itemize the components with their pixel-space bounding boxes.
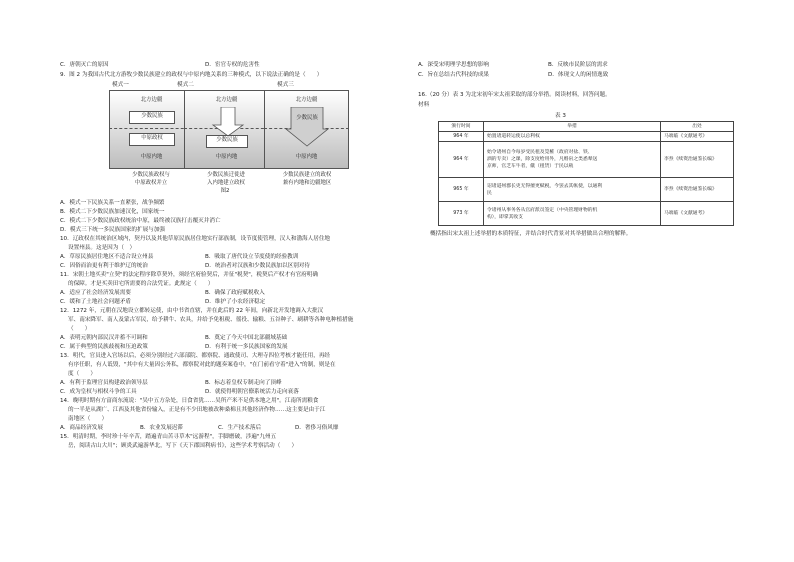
mode2-label: 模式二 bbox=[177, 82, 194, 88]
row-source: 马端临《文献通考》 bbox=[661, 132, 734, 142]
q8-option-c: C．唐朝灭亡的原因 bbox=[60, 62, 109, 68]
q16-stem: 16.（20 分）表 3 为北宋初年宋太祖采取的部分举措。阅读材料，回答问题。 bbox=[418, 92, 611, 98]
mode1-label: 模式一 bbox=[112, 82, 129, 88]
q12-stem-3: （ ） bbox=[68, 326, 91, 332]
mode1-north: 北方边疆 bbox=[140, 97, 163, 103]
q14-option-a: A．商品经济发展 bbox=[60, 425, 103, 431]
top-option-d: D．体现文人的闲情逸致 bbox=[548, 72, 609, 78]
q10-option-b: B．吸取了唐代设立节度使的经验教训 bbox=[205, 254, 299, 260]
col-header-measure: 举措 bbox=[484, 122, 661, 132]
measure-line: 民 bbox=[487, 190, 492, 196]
q13-option-b: B．标志着皇权专制走向了顶峰 bbox=[205, 380, 282, 386]
q13-stem-2: 有序任职，有人诋毁，"其中有大量因公务私，都察院对此的题奏案卷中，"在门前看守着"进入"的制，则是在 bbox=[68, 362, 336, 368]
top-option-a: A．深受宋明理学思想的影响 bbox=[418, 62, 489, 68]
q14-option-b: B．农业发展迟滞 bbox=[140, 425, 183, 431]
q10-stem-2: 设置州县。这是因为（ ） bbox=[68, 245, 136, 251]
q10-option-a: A．草原民族居住地区不适合设立州县 bbox=[60, 254, 154, 260]
measure-line: 令诸州从事务各从官府派员签定（中央管理财物的机 bbox=[487, 207, 598, 213]
mode1-caption-2: 中原政权并立 bbox=[134, 180, 168, 186]
measure-line: 始置诸道转运使以总利权 bbox=[487, 134, 540, 139]
mode3-caption-2: 兼有内地和边疆地区 bbox=[282, 180, 332, 186]
q11-stem-1: 11．宋朝土地买卖"立契"的法定程序除草契外，须经官府验契后，并征"税契"，税契后产权才有官府明确 bbox=[60, 272, 318, 278]
row-time: 964 年 bbox=[439, 142, 484, 178]
table-3 bbox=[438, 121, 734, 226]
measure-line: 始令诸州自今每岁受民租及筦榷（政府对盐、铁、 bbox=[487, 150, 593, 155]
row-source: 马端临《文献通考》 bbox=[661, 202, 734, 226]
mode2-caption-1: 少数民族迁徙进 bbox=[207, 172, 245, 178]
row-time: 965 年 bbox=[439, 178, 484, 202]
table-row bbox=[439, 178, 734, 202]
col-header-time: 颁行时间 bbox=[439, 122, 484, 132]
q14-stem-1: 14．晚明时期有方富商东流说："吴中五方杂处，日食省犹……吴所产米不足供本地之用"。江南所需粮食 bbox=[60, 398, 319, 404]
q14-stem-3: 南地区（ ） bbox=[68, 416, 108, 422]
measure-line: 诏诸道州郡长吏无得擅更赋税，今罢去其帐使，以通利 bbox=[487, 183, 603, 189]
row-measure bbox=[484, 142, 661, 178]
table-row bbox=[439, 202, 734, 226]
row-time: 964 年 bbox=[439, 132, 484, 142]
measure-line: 京师，官乏车牛者，僦（租赁）于民以载 bbox=[487, 164, 574, 169]
q11-stem-2: 的保障。才是买卖田宅所需要的合法凭证。此规定（ ） bbox=[68, 281, 214, 287]
q15-stem-2: 岳，阅读古山大川"；顾炎武遍游华北，写下《天下郡国利病书》，这些学术考察活动（ ） bbox=[68, 443, 298, 449]
row-time: 973 年 bbox=[439, 202, 484, 226]
mode1-caption-1: 少数民族政权与 bbox=[132, 172, 170, 178]
row-source: 李焘《续资治通鉴长编》 bbox=[661, 178, 734, 202]
q10-option-c: C．因俗而治更有利于维护辽的统治 bbox=[60, 263, 148, 269]
q13-stem-1: 13．明代，官员进入官场以后，必须分别经过六部部院、都察院、通政使司、大理寺四位考核才能任用，再经 bbox=[60, 353, 331, 359]
mode2-interior: 中原内地 bbox=[215, 154, 238, 160]
mode1-central: 中原政权 bbox=[141, 135, 163, 141]
figure-caption: 图2 bbox=[220, 188, 230, 194]
q10-stem-1: 10．辽政权在其统治区域内，契丹以及其他草原民族居住地实行部族制，设节度使管理，汉人和渤海人居住地 bbox=[60, 236, 331, 242]
mode2-north: 北方边疆 bbox=[215, 97, 238, 103]
q14-option-d: D．奢侈习俗风靡 bbox=[295, 425, 339, 431]
mode3-expansion-arrow-icon bbox=[285, 107, 329, 147]
q11-option-d: D．维护了小农经济稳定 bbox=[205, 299, 266, 305]
table-row bbox=[439, 142, 734, 178]
mode1-minority: 少数民族 bbox=[141, 113, 163, 119]
q13-option-d: D．就使得明朝官僚系统活力走向衰落 bbox=[205, 389, 299, 395]
q9-option-b: B．模式二下少数民族加速汉化，国家统一 bbox=[60, 209, 165, 215]
q9-option-a: A．模式一下民族关系一直紧张，战争频繁 bbox=[60, 200, 165, 206]
mode3-interior: 中原内地 bbox=[295, 154, 318, 160]
q9-option-c: C．模式二下少数民族政权统治中原，最终被汉族打击覆灭并消亡 bbox=[60, 218, 221, 224]
q12-stem-2: 军、南宋降军、南人及蒙古军民，给予耕牛、农具，并给予免租税、徭役、输粮、五谷种子、刷耕等各种电种植措施 bbox=[68, 317, 354, 323]
q14-stem-2: 的一半是从湖广、江西及其他省份输入，正是有不少田地被改种桑棉且其他经济作物……这主要是由于江 bbox=[68, 407, 326, 413]
measure-line: 构），即掌其收支 bbox=[487, 214, 523, 220]
mode3-north: 北方边疆 bbox=[295, 97, 318, 103]
q8-option-d: D．宦官专权的危害性 bbox=[205, 62, 260, 68]
q12-option-a: A．表明元朝内部民汉并蓄不可调和 bbox=[60, 335, 148, 341]
measure-line: 酒的专卖）之课，除支度给用外，凡缗帛之类悉辇送 bbox=[487, 157, 598, 162]
mode2-minority: 少数民族 bbox=[216, 137, 238, 143]
q12-stem-1: 12．1272 年，元朝在汉地设立都转运使，由中书省直辖，并在此后的 22 年间，向新北开发地调入大批汉 bbox=[60, 308, 324, 314]
mode1-border-line bbox=[109, 128, 194, 129]
mode3-minority: 少数民族 bbox=[296, 115, 318, 121]
mode3-label: 模式三 bbox=[277, 82, 294, 88]
q16-task: 概括指出宋太祖上述举措的本质特征，并结合时代背景对其举措做出合理的解释。 bbox=[430, 231, 632, 237]
table-row bbox=[439, 132, 734, 142]
q14-option-c: C．生产技术落后 bbox=[218, 425, 262, 431]
mode2-migration-arrow-icon bbox=[210, 107, 246, 137]
q12-option-b: B．奠定了今天中国北部疆域基础 bbox=[205, 335, 288, 341]
top-option-c: C．旨在总结古代科技的成果 bbox=[418, 72, 490, 78]
mode1-interior: 中原内地 bbox=[140, 154, 163, 160]
top-option-b: B．反映市民阶层的需求 bbox=[548, 62, 608, 68]
col-header-source: 出处 bbox=[661, 122, 734, 132]
table-header-row bbox=[439, 122, 734, 132]
mode3-caption-1: 少数民族建立的政权 bbox=[282, 172, 332, 178]
q9-stem: 9．图 2 为我国古代北方游牧少数民族建立的政权与中原内地关系的三种模式，以下说法正确的是（ ） bbox=[60, 72, 323, 78]
q13-option-c: C．成为皇权与相权斗争的工具 bbox=[60, 389, 137, 395]
q10-option-d: D．统治者对汉族和少数民族加以区别对待 bbox=[205, 263, 310, 269]
row-measure bbox=[484, 202, 661, 226]
material-label: 材料 bbox=[418, 102, 430, 108]
q12-option-d: D．有利于统一多民族国家的发展 bbox=[205, 344, 288, 350]
q15-stem-1: 15．明清时期，李时珍十年辛苦，踏遍青山苦寻草木"远游程"，手脚磨破，涉遍"九州五 bbox=[60, 434, 277, 440]
q13-stem-3: 度（ ） bbox=[68, 371, 96, 377]
table-title: 表 3 bbox=[555, 113, 566, 119]
q9-option-d: D．模式三下统一多民族国家的扩展与加强 bbox=[60, 227, 165, 233]
q13-option-a: A．有利于监理官员构建政治领导层 bbox=[60, 380, 148, 386]
mode2-caption-2: 入内地建立政权 bbox=[207, 180, 245, 186]
q11-option-c: C．缓和了土地社会问题矛盾 bbox=[60, 299, 132, 305]
q11-option-b: B．确保了政府赋税收入 bbox=[205, 290, 265, 296]
q12-option-c: C．属于典型的民族歧视和压迫政策 bbox=[60, 344, 148, 350]
q11-option-a: A．适应了社会经济发展需要 bbox=[60, 290, 131, 296]
row-measure bbox=[484, 178, 661, 202]
row-source: 李焘《续资治通鉴长编》 bbox=[661, 142, 734, 178]
row-measure bbox=[484, 132, 661, 142]
